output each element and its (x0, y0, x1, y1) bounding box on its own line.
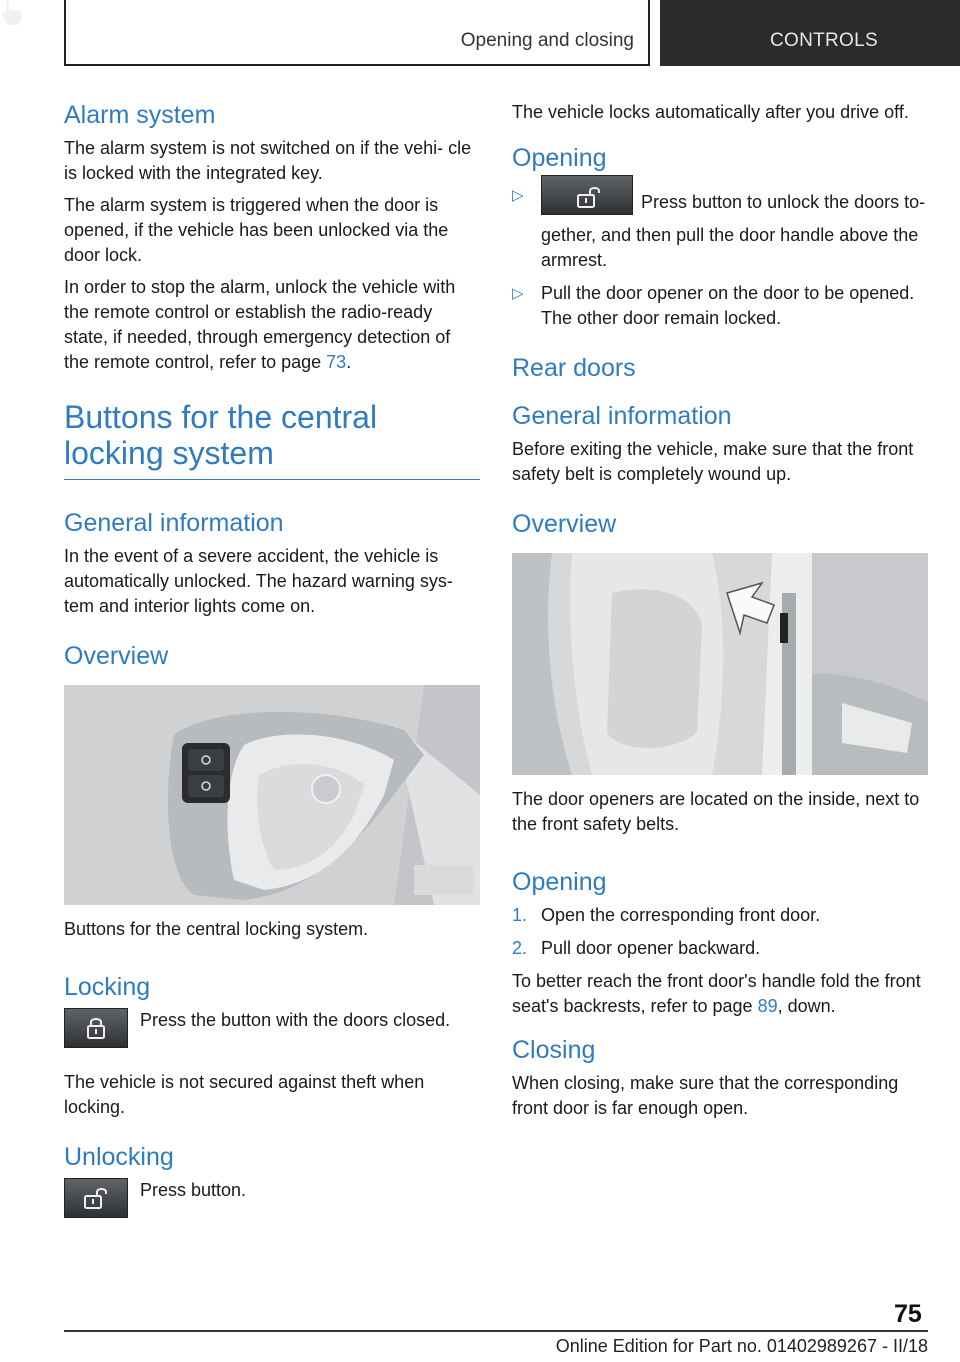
step-2-text: Pull door opener backward. (541, 938, 761, 958)
lock-button[interactable] (64, 1008, 128, 1048)
unlock-button[interactable] (64, 1178, 128, 1218)
locking-note: The vehicle is not secured against theft when locking. (64, 1072, 425, 1117)
chapter-title: CONTROLS (770, 30, 878, 51)
closing-heading: Closing (512, 1036, 596, 1064)
running-header-section (64, 0, 650, 66)
rear-doors-heading: Rear doors (512, 354, 636, 382)
general-information-text: In the event of a severe accident, the vehicle is automatically unlocked. The hazard warning sys- tem and interior lights come on. (64, 546, 453, 616)
list-item (512, 903, 928, 928)
page-link-73[interactable]: 73 (326, 352, 347, 372)
rear-general-text: Before exiting the vehicle, make sure that the front safety belt is completely wound up. (512, 439, 914, 484)
footer-divider (64, 1330, 864, 1332)
step-number: 2. (512, 938, 528, 958)
alarm-paragraph-3-end: . (346, 352, 352, 372)
unlock-icon (576, 185, 602, 209)
footer-divider-short (864, 1330, 928, 1332)
chapter-heading: Buttons for the central locking system (64, 399, 480, 480)
door-panel-illustration (64, 685, 480, 905)
rear-note-text: To better reach the front door's handle fold the front seat's backrests, refer to page (512, 971, 921, 1016)
central-locking-buttons-image (64, 685, 480, 905)
unlock-inline-button[interactable] (541, 175, 633, 215)
closing-text: When closing, make sure that the corresponding front door is far enough open. (512, 1073, 899, 1118)
bullet-2-text: Pull the door opener on the door to be opened. The other door remain locked. (541, 283, 915, 328)
hand-pointer-icon (0, 0, 24, 26)
unlocking-text: Press button. (140, 1180, 247, 1200)
rear-opening-heading: Opening (512, 868, 607, 896)
rear-note (512, 969, 928, 1019)
rear-door-opener-image (512, 553, 928, 775)
locking-instruction (64, 1008, 480, 1052)
lock-icon (85, 1016, 107, 1040)
section-title: Opening and closing (460, 30, 634, 51)
rear-note-end: , down. (777, 996, 836, 1016)
left-column (64, 100, 480, 1222)
alarm-system-heading: Alarm system (64, 101, 216, 129)
right-column (512, 100, 928, 1128)
alarm-paragraph-3 (64, 275, 480, 375)
rear-figure-caption: The door openers are located on the inside, next to the front safety belts. (512, 789, 920, 834)
alarm-paragraph-1: The alarm system is not switched on if the vehi- cle is locked with the integrated key. (64, 138, 472, 183)
alarm-paragraph-3-text: In order to stop the alarm, unlock the vehicle with the remote control or establish the radio-ready state, if needed, through emergency detection of the remote control, refer to page (64, 277, 456, 372)
rear-overview-heading: Overview (512, 510, 617, 538)
locking-heading: Locking (64, 973, 151, 1001)
list-item (512, 281, 928, 331)
overview-heading: Overview (64, 642, 169, 670)
figure-caption: Buttons for the central locking system. (64, 919, 369, 939)
triangle-bullet-icon: ▷ (512, 187, 524, 204)
bullet-1-label: Press button to unlock the doors to- gether, and then pull the door handle above the armrest. (541, 191, 926, 270)
opening-heading: Opening (512, 144, 607, 172)
seat-and-door-illustration (512, 553, 928, 775)
step-number: 1. (512, 905, 528, 925)
locking-text: Press the button with the doors closed. (140, 1010, 451, 1030)
rear-general-heading: General information (512, 402, 732, 430)
auto-lock-text: The vehicle locks automatically after you drive off. (512, 102, 909, 122)
list-item (512, 183, 928, 273)
edition-text: Online Edition for Part no. 01402989267 - II/18 (555, 1336, 928, 1356)
alarm-paragraph-2: The alarm system is triggered when the door is opened, if the vehicle has been unlocked via the door lock. (64, 195, 449, 265)
page-number: 75 (894, 1300, 922, 1328)
unlock-icon (83, 1186, 109, 1210)
triangle-bullet-icon: ▷ (512, 285, 524, 302)
unlocking-instruction (64, 1178, 480, 1222)
bullet-1-text (541, 183, 928, 273)
unlocking-heading: Unlocking (64, 1143, 174, 1171)
running-header-chapter (660, 0, 960, 66)
step-1-text: Open the corresponding front door. (541, 905, 821, 925)
page-link-89[interactable]: 89 (757, 996, 778, 1016)
list-item (512, 936, 928, 961)
general-information-heading: General information (64, 509, 284, 537)
